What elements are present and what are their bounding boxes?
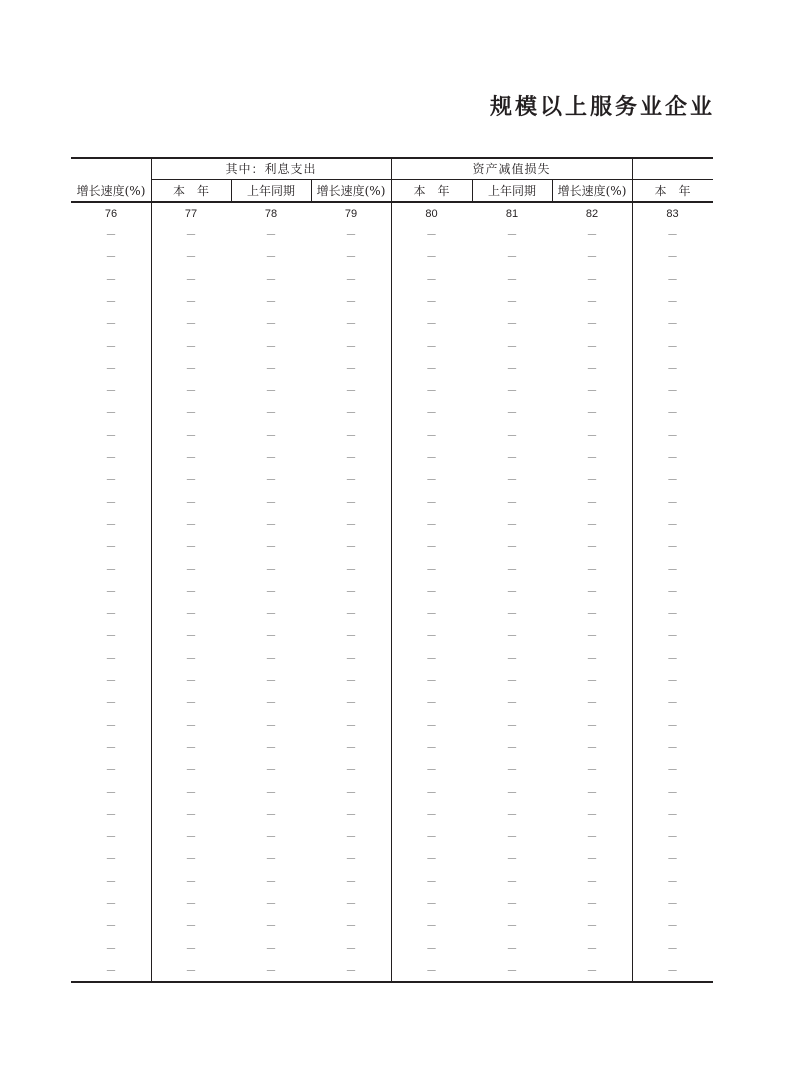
- table-cell: －: [586, 363, 598, 375]
- table-cell: －: [586, 787, 598, 799]
- table-cell: －: [506, 876, 518, 888]
- table-cell: －: [185, 943, 197, 955]
- table-cell: －: [345, 876, 357, 888]
- table-cell: －: [667, 920, 678, 932]
- table-cell: －: [265, 920, 277, 932]
- table-cell: －: [185, 920, 197, 932]
- table-cell: －: [265, 229, 277, 241]
- table-cell: －: [426, 742, 437, 754]
- table-cell: －: [265, 497, 277, 509]
- table-cell: －: [426, 452, 437, 464]
- table-cell: －: [265, 809, 277, 821]
- table-cell: －: [105, 764, 117, 776]
- table-cell: －: [185, 251, 197, 263]
- table-cell: －: [426, 608, 437, 620]
- group-header-impairment: 资产减值损失: [472, 162, 551, 176]
- table-cell: －: [667, 630, 678, 642]
- column-header: 本 年: [413, 184, 450, 198]
- table-cell: －: [185, 720, 197, 732]
- table-cell: －: [426, 876, 437, 888]
- table-cell: －: [426, 341, 437, 353]
- column-number: 81: [505, 208, 519, 220]
- table-cell: －: [506, 943, 518, 955]
- group-header-interest: 其中：利息支出: [225, 162, 317, 176]
- table-cell: －: [105, 675, 117, 687]
- table-cell: －: [426, 920, 437, 932]
- table-cell: －: [265, 787, 277, 799]
- table-bottom-rule: [71, 981, 713, 983]
- table-cell: －: [586, 251, 598, 263]
- table-cell: －: [426, 519, 437, 531]
- table-cell: －: [185, 341, 197, 353]
- table-cell: －: [345, 474, 357, 486]
- table-cell: －: [265, 541, 277, 553]
- table-cell: －: [345, 274, 357, 286]
- table-cell: －: [667, 363, 678, 375]
- table-cell: －: [185, 675, 197, 687]
- table-cell: －: [185, 318, 197, 330]
- table-cell: －: [105, 742, 117, 754]
- table-cell: －: [426, 853, 437, 865]
- table-cell: －: [345, 385, 357, 397]
- table-cell: －: [586, 341, 598, 353]
- table-cell: －: [426, 229, 437, 241]
- table-cell: －: [105, 586, 117, 598]
- table-cell: －: [506, 452, 518, 464]
- table-cell: －: [667, 274, 678, 286]
- table-cell: －: [185, 697, 197, 709]
- table-cell: －: [105, 541, 117, 553]
- table-cell: －: [185, 876, 197, 888]
- table-cell: －: [426, 385, 437, 397]
- table-cell: －: [506, 497, 518, 509]
- table-cell: －: [426, 318, 437, 330]
- column-header: 增长速度(%): [557, 184, 627, 198]
- table-cell: －: [506, 430, 518, 442]
- table-cell: －: [667, 318, 678, 330]
- table-cell: －: [586, 809, 598, 821]
- table-cell: －: [426, 541, 437, 553]
- table-cell: －: [345, 541, 357, 553]
- table-cell: －: [185, 965, 197, 977]
- table-cell: －: [426, 251, 437, 263]
- column-number: 82: [585, 208, 599, 220]
- table-cell: －: [426, 943, 437, 955]
- table-cell: －: [185, 764, 197, 776]
- table-cell: －: [345, 251, 357, 263]
- table-cell: －: [586, 497, 598, 509]
- table-cell: －: [265, 519, 277, 531]
- table-cell: －: [105, 608, 117, 620]
- table-cell: －: [185, 608, 197, 620]
- table-cell: －: [265, 564, 277, 576]
- table-cell: －: [586, 474, 598, 486]
- table-cell: －: [345, 407, 357, 419]
- table-cell: －: [265, 630, 277, 642]
- table-cell: －: [667, 720, 678, 732]
- table-top-rule: [71, 157, 713, 159]
- table-cell: －: [586, 831, 598, 843]
- table-cell: －: [105, 251, 117, 263]
- table-cell: －: [185, 452, 197, 464]
- table-cell: －: [506, 764, 518, 776]
- table-cell: －: [667, 430, 678, 442]
- table-cell: －: [506, 720, 518, 732]
- table-cell: －: [105, 853, 117, 865]
- table-cell: －: [426, 697, 437, 709]
- column-number: 76: [104, 208, 118, 220]
- table-cell: －: [667, 742, 678, 754]
- table-cell: －: [506, 251, 518, 263]
- table-cell: －: [185, 430, 197, 442]
- table-cell: －: [426, 564, 437, 576]
- table-cell: －: [586, 965, 598, 977]
- table-cell: －: [345, 809, 357, 821]
- table-cell: －: [506, 564, 518, 576]
- table-cell: －: [105, 831, 117, 843]
- table-cell: －: [586, 296, 598, 308]
- column-header: 增长速度(%): [76, 184, 146, 198]
- table-cell: －: [105, 474, 117, 486]
- table-cell: －: [345, 564, 357, 576]
- table-cell: －: [185, 385, 197, 397]
- table-cell: －: [586, 920, 598, 932]
- table-cell: －: [105, 809, 117, 821]
- table-cell: －: [105, 965, 117, 977]
- table-cell: －: [265, 742, 277, 754]
- column-header: 上年同期: [246, 184, 295, 198]
- table-cell: －: [506, 853, 518, 865]
- table-cell: －: [426, 274, 437, 286]
- table-cell: －: [506, 898, 518, 910]
- table-cell: －: [265, 697, 277, 709]
- table-cell: －: [185, 586, 197, 598]
- table-cell: －: [265, 341, 277, 353]
- table-cell: －: [667, 764, 678, 776]
- table-cell: －: [265, 318, 277, 330]
- column-number: 78: [264, 208, 278, 220]
- table-cell: －: [265, 943, 277, 955]
- column-header: 本 年: [172, 184, 209, 198]
- table-cell: －: [345, 318, 357, 330]
- table-cell: －: [265, 274, 277, 286]
- table-cell: －: [586, 586, 598, 598]
- table-cell: －: [345, 920, 357, 932]
- table-cell: －: [426, 787, 437, 799]
- table-cell: －: [506, 586, 518, 598]
- table-cell: －: [345, 675, 357, 687]
- table-cell: －: [105, 630, 117, 642]
- table-cell: －: [105, 497, 117, 509]
- table-cell: －: [426, 675, 437, 687]
- table-cell: －: [506, 341, 518, 353]
- table-cell: －: [667, 296, 678, 308]
- table-cell: －: [586, 519, 598, 531]
- table-cell: －: [667, 697, 678, 709]
- table-cell: －: [426, 497, 437, 509]
- table-cell: －: [426, 831, 437, 843]
- table-cell: －: [426, 630, 437, 642]
- table-cell: －: [506, 385, 518, 397]
- table-cell: －: [426, 474, 437, 486]
- table-cell: －: [667, 474, 678, 486]
- table-cell: －: [265, 430, 277, 442]
- table-cell: －: [265, 898, 277, 910]
- table-cell: －: [586, 853, 598, 865]
- column-header: 上年同期: [487, 184, 536, 198]
- table-cell: －: [586, 318, 598, 330]
- table-cell: －: [426, 965, 437, 977]
- table-cell: －: [426, 363, 437, 375]
- table-cell: －: [506, 675, 518, 687]
- table-cell: －: [667, 876, 678, 888]
- table-cell: －: [667, 229, 678, 241]
- table-cell: －: [667, 586, 678, 598]
- table-cell: －: [265, 296, 277, 308]
- table-cell: －: [426, 296, 437, 308]
- table-cell: －: [185, 630, 197, 642]
- table-cell: －: [105, 430, 117, 442]
- table-cell: －: [185, 853, 197, 865]
- column-header: 增长速度(%): [316, 184, 386, 198]
- table-cell: －: [345, 630, 357, 642]
- table-cell: －: [426, 586, 437, 598]
- table-cell: －: [586, 385, 598, 397]
- table-cell: －: [345, 831, 357, 843]
- table-cell: －: [586, 697, 598, 709]
- table-cell: －: [667, 385, 678, 397]
- table-cell: －: [345, 965, 357, 977]
- table-cell: －: [185, 296, 197, 308]
- table-cell: －: [586, 452, 598, 464]
- table-cell: －: [105, 787, 117, 799]
- table-cell: －: [667, 341, 678, 353]
- column-header: 本 年: [654, 184, 691, 198]
- table-cell: －: [185, 564, 197, 576]
- table-cell: －: [105, 385, 117, 397]
- table-cell: －: [185, 274, 197, 286]
- table-cell: －: [506, 787, 518, 799]
- table-cell: －: [506, 608, 518, 620]
- table-cell: －: [586, 943, 598, 955]
- table-cell: －: [265, 363, 277, 375]
- table-cell: －: [426, 764, 437, 776]
- table-cell: －: [265, 853, 277, 865]
- table-cell: －: [586, 876, 598, 888]
- table-cell: －: [667, 452, 678, 464]
- table-cell: －: [105, 653, 117, 665]
- table-cell: －: [345, 519, 357, 531]
- table-cell: －: [506, 630, 518, 642]
- table-cell: －: [265, 965, 277, 977]
- table-cell: －: [105, 274, 117, 286]
- table-cell: －: [586, 630, 598, 642]
- table-cell: －: [185, 474, 197, 486]
- table-cell: －: [667, 898, 678, 910]
- table-cell: －: [185, 519, 197, 531]
- table-cell: －: [345, 853, 357, 865]
- table-cell: －: [667, 675, 678, 687]
- table-cell: －: [586, 608, 598, 620]
- table-cell: －: [265, 720, 277, 732]
- table-cell: －: [506, 920, 518, 932]
- table-cell: －: [345, 296, 357, 308]
- table-cell: －: [506, 809, 518, 821]
- table-cell: －: [667, 809, 678, 821]
- table-cell: －: [105, 876, 117, 888]
- table-cell: －: [506, 229, 518, 241]
- table-cell: －: [105, 341, 117, 353]
- table-cell: －: [185, 809, 197, 821]
- table-cell: －: [426, 430, 437, 442]
- table-cell: －: [667, 653, 678, 665]
- table-cell: －: [586, 407, 598, 419]
- table-cell: －: [667, 608, 678, 620]
- table-cell: －: [265, 764, 277, 776]
- table-cell: －: [506, 274, 518, 286]
- table-cell: －: [105, 943, 117, 955]
- table-cell: －: [345, 720, 357, 732]
- table-cell: －: [506, 407, 518, 419]
- page-title: 规模以上服务业企业: [489, 94, 715, 120]
- table-cell: －: [345, 363, 357, 375]
- table-cell: －: [185, 653, 197, 665]
- table-cell: －: [586, 653, 598, 665]
- table-cell: －: [105, 564, 117, 576]
- table-cell: －: [667, 519, 678, 531]
- table-cell: －: [667, 787, 678, 799]
- table-cell: －: [265, 675, 277, 687]
- table-cell: －: [105, 519, 117, 531]
- table-cell: －: [586, 541, 598, 553]
- column-number: 83: [666, 208, 679, 220]
- header-bottom-rule: [71, 201, 713, 203]
- table-cell: －: [586, 720, 598, 732]
- table-cell: －: [185, 831, 197, 843]
- table-cell: －: [345, 341, 357, 353]
- table-cell: －: [185, 787, 197, 799]
- table-cell: －: [105, 920, 117, 932]
- table-cell: －: [185, 407, 197, 419]
- table-cell: －: [265, 876, 277, 888]
- table-cell: －: [426, 407, 437, 419]
- table-cell: －: [105, 407, 117, 419]
- table-cell: －: [185, 497, 197, 509]
- column-number: 80: [425, 208, 438, 220]
- table-cell: －: [426, 898, 437, 910]
- table-cell: －: [105, 229, 117, 241]
- table-cell: －: [586, 675, 598, 687]
- table-cell: －: [506, 318, 518, 330]
- table-cell: －: [506, 296, 518, 308]
- table-cell: －: [667, 497, 678, 509]
- table-cell: －: [345, 764, 357, 776]
- table-cell: －: [105, 720, 117, 732]
- table-cell: －: [345, 898, 357, 910]
- table-cell: －: [586, 742, 598, 754]
- table-cell: －: [185, 742, 197, 754]
- table-cell: －: [345, 586, 357, 598]
- table-cell: －: [345, 742, 357, 754]
- table-cell: －: [105, 898, 117, 910]
- table-cell: －: [426, 720, 437, 732]
- table-cell: －: [586, 898, 598, 910]
- table-cell: －: [506, 653, 518, 665]
- table-cell: －: [586, 274, 598, 286]
- table-cell: －: [667, 251, 678, 263]
- table-cell: －: [265, 586, 277, 598]
- table-cell: －: [426, 809, 437, 821]
- table-cell: －: [105, 363, 117, 375]
- table-cell: －: [265, 407, 277, 419]
- table-cell: －: [265, 653, 277, 665]
- table-cell: －: [426, 653, 437, 665]
- table-cell: －: [265, 608, 277, 620]
- table-cell: －: [105, 296, 117, 308]
- table-cell: －: [345, 787, 357, 799]
- table-cell: －: [265, 831, 277, 843]
- table-cell: －: [506, 474, 518, 486]
- table-cell: －: [506, 541, 518, 553]
- table-cell: －: [667, 564, 678, 576]
- table-cell: －: [265, 385, 277, 397]
- table-cell: －: [506, 831, 518, 843]
- table-cell: －: [586, 564, 598, 576]
- table-cell: －: [265, 474, 277, 486]
- table-cell: －: [105, 318, 117, 330]
- table-cell: －: [667, 853, 678, 865]
- table-cell: －: [185, 363, 197, 375]
- table-cell: －: [105, 452, 117, 464]
- table-cell: －: [506, 742, 518, 754]
- table-cell: －: [667, 831, 678, 843]
- table-cell: －: [185, 229, 197, 241]
- table-cell: －: [345, 452, 357, 464]
- table-cell: －: [265, 251, 277, 263]
- table-cell: －: [667, 943, 678, 955]
- table-cell: －: [506, 965, 518, 977]
- table-cell: －: [345, 943, 357, 955]
- table-cell: －: [506, 697, 518, 709]
- table-cell: －: [185, 541, 197, 553]
- table-cell: －: [667, 407, 678, 419]
- table-cell: －: [345, 229, 357, 241]
- table-cell: －: [506, 363, 518, 375]
- table-cell: －: [506, 519, 518, 531]
- table-cell: －: [586, 430, 598, 442]
- table-cell: －: [667, 541, 678, 553]
- table-cell: －: [586, 764, 598, 776]
- table-cell: －: [185, 898, 197, 910]
- table-cell: －: [345, 497, 357, 509]
- table-cell: －: [345, 608, 357, 620]
- header-group-rule: [151, 179, 713, 180]
- table-cell: －: [345, 653, 357, 665]
- table-cell: －: [586, 229, 598, 241]
- table-cell: －: [345, 697, 357, 709]
- table-cell: －: [265, 452, 277, 464]
- column-number: 77: [184, 208, 198, 220]
- table-cell: －: [345, 430, 357, 442]
- column-number: 79: [344, 208, 358, 220]
- table-cell: －: [667, 965, 678, 977]
- table-cell: －: [105, 697, 117, 709]
